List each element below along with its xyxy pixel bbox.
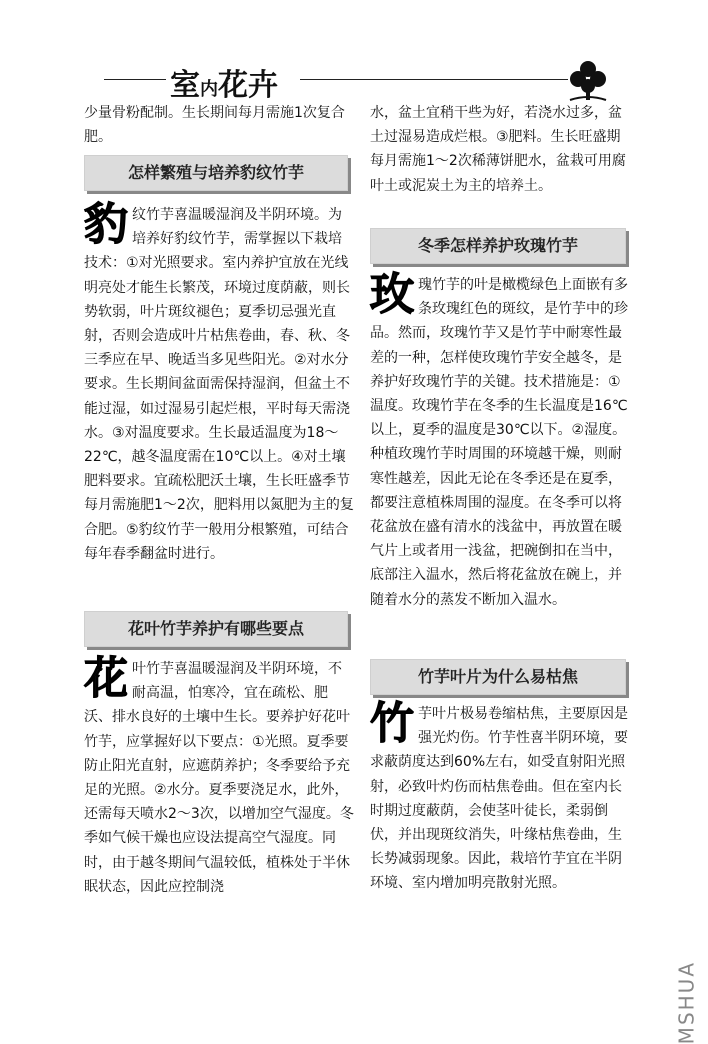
section-banner-leaf-scorch: 竹芋叶片为什么易枯焦: [370, 659, 626, 695]
drop-cap-leopard: 豹: [84, 199, 128, 250]
header-rule-right: [300, 79, 568, 80]
article-leaf-scorch: [370, 698, 630, 896]
article-rose: [370, 269, 630, 612]
clover-icon: [566, 58, 610, 102]
article-leaf-scorch-text: 芋叶片极易卷缩枯焦，主要原因是强光灼伤。竹芋性喜半阴环境，要求蔽荫度达到60%左右，如受直射阳光照射，必致叶灼伤而枯焦卷曲。但在室内长时期过度蔽荫，会使茎叶徒长，柔弱倒伏，并出现斑纹消失，叶缘枯焦卷曲，生长势减弱现象。因此，栽培竹芋宜在半阴环境、室内增加明亮散射光照。: [370, 706, 628, 892]
header-rule-left: [104, 79, 166, 80]
article-rose-text: 瑰竹芋的叶是橄榄绿色上面嵌有多条玫瑰红色的斑纹，是竹芋中的珍品。然而，玫瑰竹芋又是竹芋中耐寒性最差的一种，怎样使玫瑰竹芋安全越冬，是养护好玫瑰竹芋的关键。技术措施是：①温度。玫瑰竹芋在冬季的生长温度是16℃以上，夏季的温度是30℃以下。②湿度。种植玫瑰竹芋时周围的环境越干燥，则耐寒性越差，因此无论在冬季还是在夏季，都要注意植株周围的湿度。在冬季可以将花盆放在盛有清水的浅盆中，再放置在暖气片上或者用一浅盆，把碗倒扣在当中，底部注入温水，然后将花盆放在碗上，并随着水分的蒸发不断加入温水。: [370, 277, 628, 608]
watermark: MSHUA: [674, 961, 698, 1044]
section-banner-variegated: 花叶竹芋养护有哪些要点: [84, 611, 348, 647]
page-header: [104, 58, 624, 103]
section-banner-rose: 冬季怎样养护玫瑰竹芋: [370, 228, 626, 264]
article-leopard: [84, 199, 354, 566]
article-leopard-text: 纹竹芋喜温暖湿润及半阴环境。为培养好豹纹竹芋，需掌握以下栽培技术：①对光照要求。室内养护宜放在光线明亮处才能生长繁茂，环境过度荫蔽，则长势软弱，叶片斑纹褪色；夏季切忌强光直射，否则会造成叶片枯焦卷曲，春、秋、冬三季应在早、晚适当多见些阳光。②对水分要求。生长期间盆面需保持湿润，但盆土不能过湿，如过湿易引起烂根，平时每天需浇水。③对温度要求。生长最适温度为18～22℃，越冬温度需在10℃以上。④对土壤肥料要求。宜疏松肥沃土壤，生长旺盛季节每月需施肥1～2次，肥料用以氮肥为主的复合肥。⑤豹纹竹芋一般用分根繁殖，可结合每年春季翻盆时进行。: [84, 207, 354, 562]
drop-cap-variegated: 花: [84, 653, 128, 704]
article-variegated: [84, 653, 354, 899]
right-intro: 水，盆土宜稍干些为好，若浇水过多，盆土过湿易造成烂根。③肥料。生长旺盛期每月需施1～2次稀薄饼肥水，盆栽可用腐叶土或泥炭土为主的培养土。: [370, 105, 626, 194]
section-banner-leopard: 怎样繁殖与培养豹纹竹芋: [84, 155, 348, 191]
drop-cap-leaf-scorch: 竹: [370, 698, 414, 749]
left-intro: 少量骨粉配制。生长期间每月需施1次复合肥。: [84, 105, 345, 146]
drop-cap-rose: 玫: [370, 269, 414, 320]
section-title: 室内花卉: [170, 68, 278, 103]
article-variegated-text: 叶竹芋喜温暖湿润及半阴环境，不耐高温，怕寒冷，宜在疏松、肥沃、排水良好的土壤中生长。要养护好花叶竹芋，应掌握好以下要点：①光照。夏季要防止阳光直射，应遮荫养护；冬季要给予充足的光照。②水分。夏季要浇足水，此外，还需每天喷水2～3次，以增加空气湿度。冬季如气候干燥也应设法提高空气湿度。同时，由于越冬期间气温较低，植株处于半休眠状态，因此应控制浇: [84, 661, 354, 895]
